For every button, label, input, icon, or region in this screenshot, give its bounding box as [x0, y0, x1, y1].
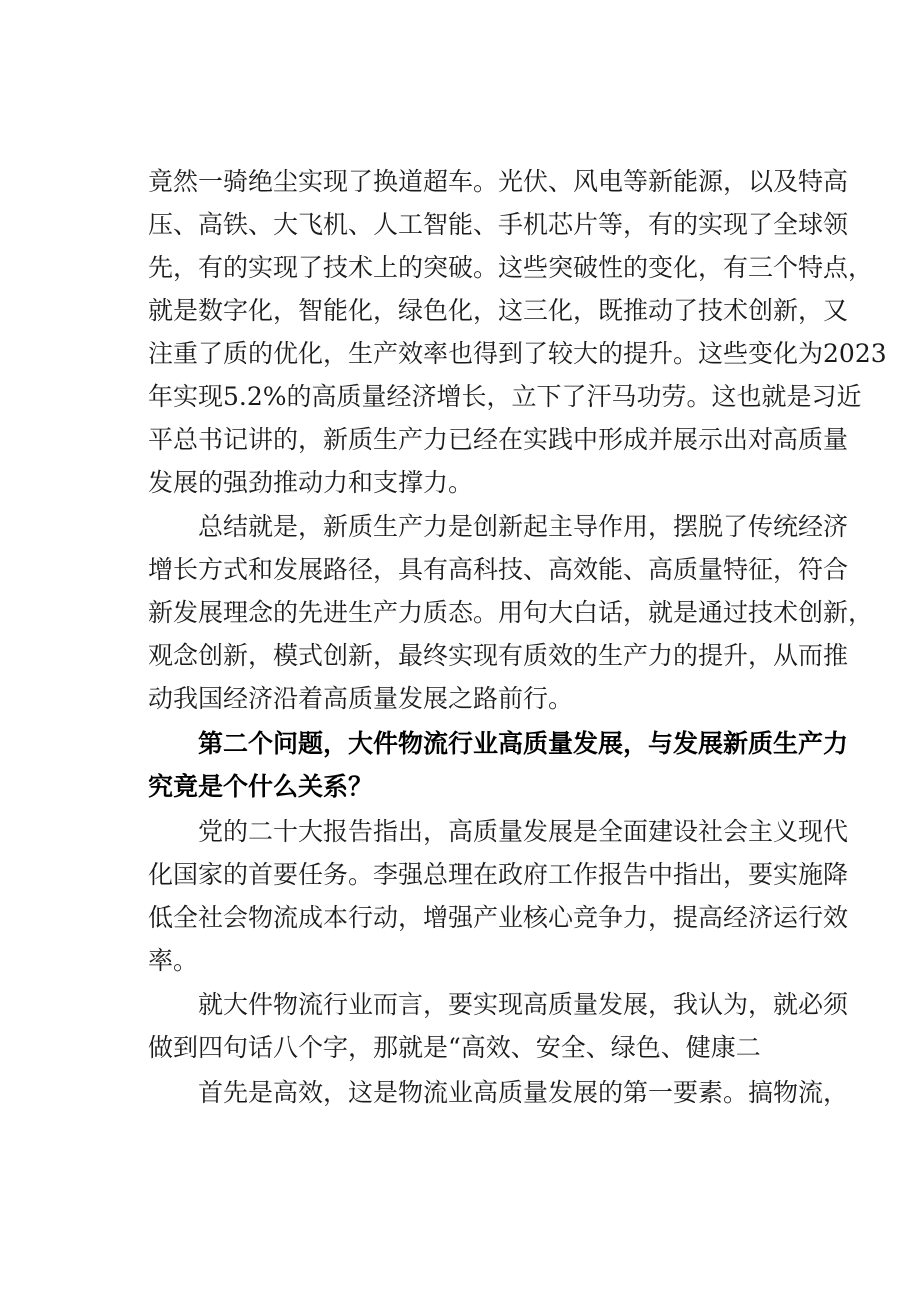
body-text-line: 首先是高效，这是物流业高质量发展的第一要素。搞物流， [198, 1078, 849, 1107]
body-text-line: 新发展理念的先进生产力质态。用句大白话，就是通过技术创新， [148, 598, 874, 627]
body-text-line: 党的二十大报告指出，高质量发展是全面建设社会主义现代 [198, 817, 849, 846]
body-text-line: 观念创新，模式创新，最终实现有质效的生产力的提升，从而推 [148, 641, 849, 670]
body-text-line: 增长方式和发展路径，具有高科技、高效能、高质量特征，符合 [148, 555, 849, 584]
body-text-line: 化国家的首要任务。李强总理在政府工作报告中指出，要实施降 [148, 860, 849, 889]
body-text-line: 平总书记讲的，新质生产力已经在实践中形成并展示出对高质量 [148, 425, 849, 454]
body-text-line: 年实现5.2%的高质量经济增长，立下了汗马功劳。这也就是习近 [148, 382, 862, 411]
body-text-line: 就大件物流行业而言，要实现高质量发展，我认为，就必须 [198, 990, 849, 1019]
body-text-line: 就是数字化，智能化，绿色化，这三化，既推动了技术创新，又 [148, 296, 849, 325]
body-text-line: 低全社会物流成本行动，增强产业核心竞争力，提高经济运行效 [148, 903, 849, 932]
body-text-line: 动我国经济沿着高质量发展之路前行。 [148, 684, 574, 713]
body-text-line: 竟然一骑绝尘实现了换道超车。光伏、风电等新能源，以及特高 [148, 167, 849, 196]
section-heading: 第二个问题，大件物流行业高质量发展，与发展新质生产力 [198, 729, 849, 758]
body-text-line: 做到四句话八个字，那就是“高效、安全、绿色、健康二 [148, 1033, 761, 1062]
body-text-line: 压、高铁、大飞机、人工智能、手机芯片等，有的实现了全球领 [148, 210, 849, 239]
body-text-line: 发展的强劲推动力和支撑力。 [148, 468, 474, 497]
section-heading: 究竟是个什么关系？ [148, 772, 374, 801]
body-text-line: 总结就是，新质生产力是创新起主导作用，摆脱了传统经济 [198, 512, 849, 541]
body-text-line: 先，有的实现了技术上的突破。这些突破性的变化，有三个特点， [148, 253, 874, 282]
body-text-line: 率。 [148, 946, 199, 975]
body-text-line: 注重了质的优化，生产效率也得到了较大的提升。这些变化为2023 [148, 339, 887, 368]
